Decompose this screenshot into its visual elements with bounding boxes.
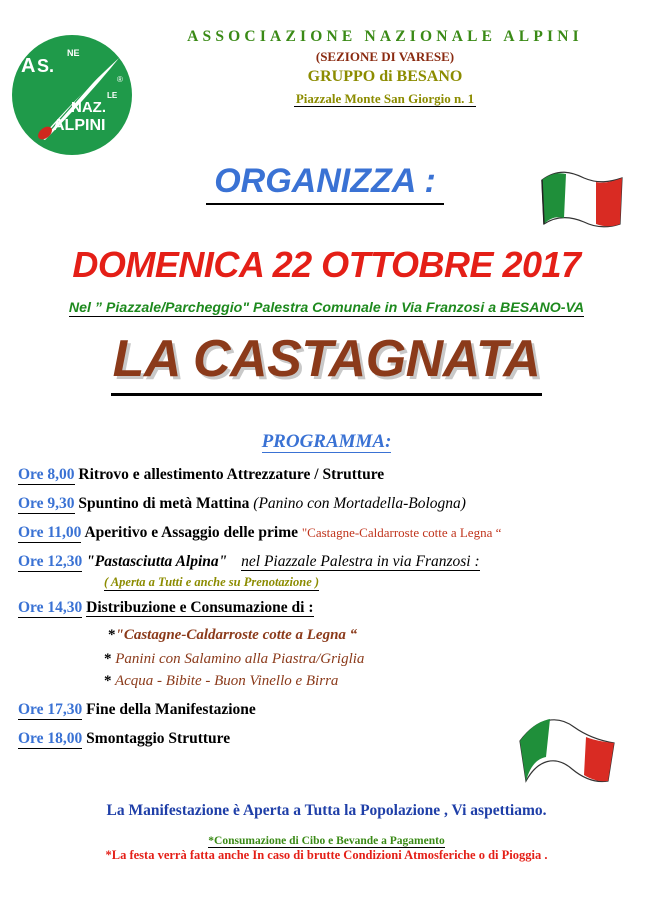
bullet-star: * <box>104 673 112 689</box>
schedule-time: Ore 12,30 <box>18 553 83 570</box>
logo-text-ne: NE <box>67 48 80 58</box>
bullet-star: * <box>104 651 112 667</box>
schedule-time: Ore 11,00 <box>18 524 82 541</box>
event-title-text: LA CASTAGNATA <box>111 329 543 396</box>
address <box>140 90 630 108</box>
schedule-time: Ore 18,00 <box>18 730 83 747</box>
schedule-time: Ore 14,30 <box>18 599 83 616</box>
italian-flag-icon <box>516 711 616 789</box>
schedule-desc: Ritrovo e allestimento Attrezzature / Strutture <box>78 466 385 483</box>
schedule-row <box>18 599 314 618</box>
logo-text-a: A <box>21 55 36 77</box>
event-date: DOMENICA 22 OTTOBRE 2017 <box>72 244 581 285</box>
programma-heading <box>0 431 653 453</box>
schedule-desc: Spuntino di metà Mattina <box>78 495 250 512</box>
schedule-desc: Fine della Manifestazione <box>86 701 256 718</box>
schedule-row <box>18 553 480 572</box>
footer-payment-note <box>0 831 653 849</box>
venue-text: Nel ” Piazzale/Parcheggio" Palestra Comunale in Via Franzosi a BESANO-VA <box>68 300 585 316</box>
schedule-row <box>18 701 256 720</box>
footer-weather-note: *La festa verrà fatta anche In caso di brutte Condizioni Atmosferiche o di Pioggia . <box>105 848 548 862</box>
schedule-note-open: ( <box>253 495 259 512</box>
schedule-desc: Distribuzione e Consumazione di : <box>86 599 314 616</box>
consumption-item <box>108 627 357 644</box>
organizza-heading: ORGANIZZA : <box>206 162 444 205</box>
schedule-note: "Castagne-Caldarroste cotte a Legna “ <box>301 525 502 540</box>
schedule-desc: "Pastasciutta Alpina" <box>86 553 228 570</box>
schedule-sub-note: ( Aperta a Tutti e anche su Prenotazione ) <box>104 575 320 589</box>
association-name: ASSOCIAZIONE NAZIONALE ALPINI <box>187 28 583 45</box>
schedule-desc: Aperitivo e Assaggio delle prime <box>84 524 298 541</box>
footer-payment-note-text: *Consumazione di Cibo e Bevande a Pagamento <box>208 835 445 847</box>
group-name: GRUPPO di BESANO <box>307 68 463 85</box>
venue <box>20 300 633 316</box>
consumption-item <box>104 673 338 690</box>
logo-text-s: S. <box>37 56 55 76</box>
schedule-time: Ore 9,30 <box>18 495 75 512</box>
programma-heading-text: PROGRAMMA: <box>261 431 392 452</box>
schedule-note: Panino con Mortadella-Bologna <box>258 495 461 512</box>
schedule-time: Ore 8,00 <box>18 466 75 483</box>
consumption-item-text: "Castagne-Caldarroste cotte a Legna “ <box>115 627 358 643</box>
logo-text-alpini: ALPINI <box>53 117 106 134</box>
schedule-row <box>18 466 384 485</box>
bullet-star: * <box>108 627 116 643</box>
ana-logo <box>11 34 133 156</box>
italian-flag-icon <box>538 166 624 230</box>
schedule-row <box>18 524 501 543</box>
section-name: (SEZIONE DI VARESE) <box>315 49 455 64</box>
logo-text-naz: NAZ. <box>71 99 106 116</box>
event-title <box>20 329 633 396</box>
schedule-note-close: ) <box>460 495 466 512</box>
schedule-row <box>18 495 466 514</box>
logo-text-registered: ® <box>117 75 123 84</box>
schedule-extra: nel Piazzale Palestra in via Franzosi : <box>241 553 480 570</box>
schedule-row <box>18 730 230 749</box>
logo-text-le: LE <box>107 91 118 100</box>
schedule-desc: Smontaggio Strutture <box>86 730 231 747</box>
address-text: Piazzale Monte San Giorgio n. 1 <box>295 91 475 106</box>
consumption-item <box>104 651 364 668</box>
footer-invitation: La Manifestazione è Aperta a Tutta la Popolazione , Vi aspettiamo. <box>106 802 547 819</box>
consumption-item-text: Acqua - Bibite - Buon Vinello e Birra <box>114 673 339 689</box>
consumption-item-text: Panini con Salamino alla Piastra/Griglia <box>115 651 365 667</box>
schedule-time: Ore 17,30 <box>18 701 83 718</box>
